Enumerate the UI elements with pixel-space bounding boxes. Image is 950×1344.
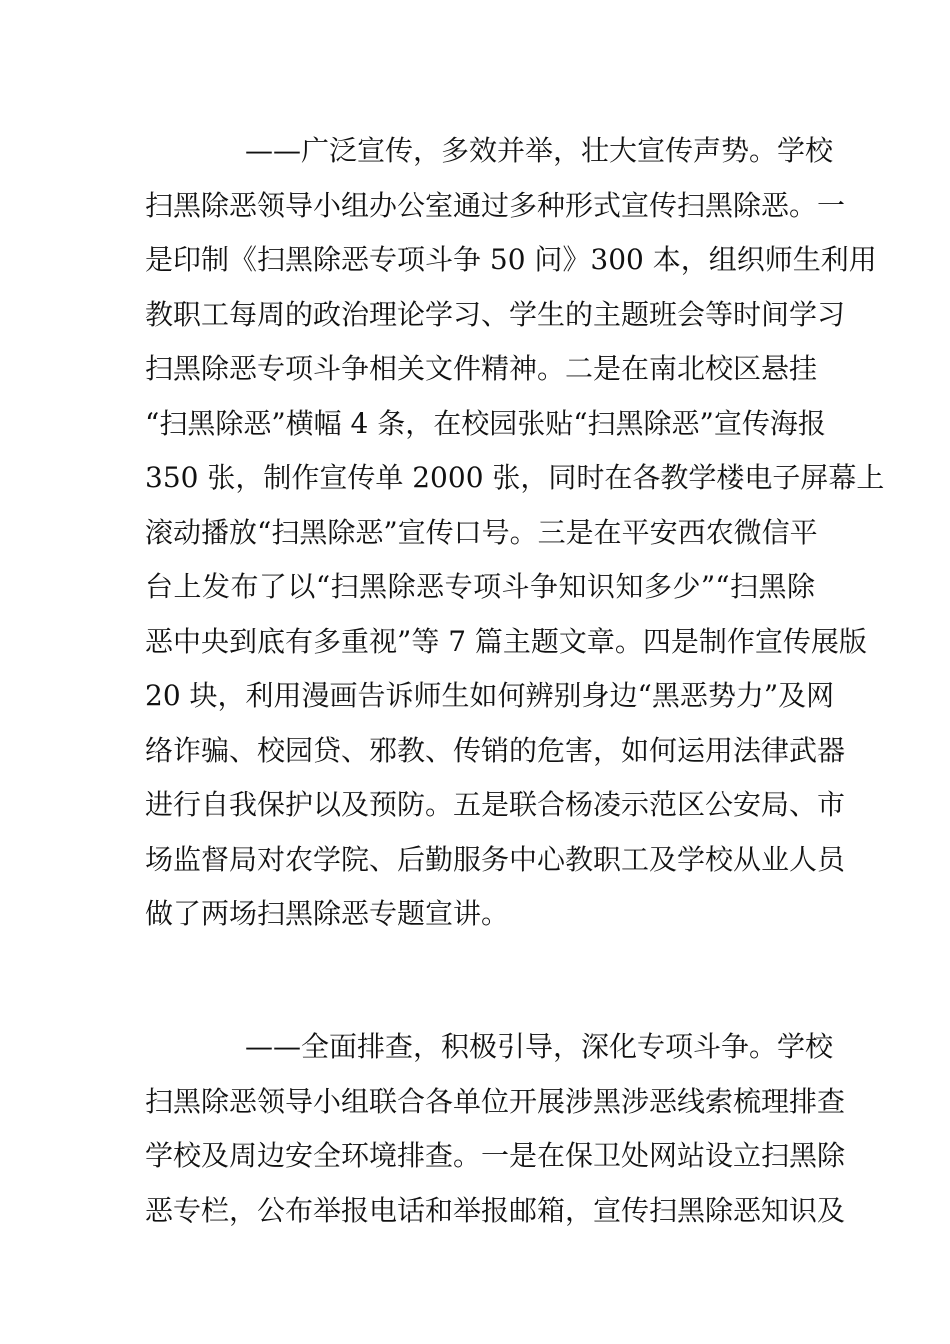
paragraph-line: 滚动播放“扫黑除恶”宣传口号。三是在平安西农微信平 — [145, 515, 818, 549]
paragraph-line: 络诈骗、校园贷、邪教、传销的危害，如何运用法律武器 — [145, 733, 846, 767]
paragraph-line: 350 张，制作宣传单 2000 张，同时在各教学楼电子屏幕上 — [145, 461, 885, 494]
paragraph-investigation — [145, 1020, 846, 1238]
paragraph-line: 恶中央到底有多重视”等 7 篇主题文章。四是制作宣传展版 — [145, 624, 867, 658]
paragraph-line: “扫黑除恶”横幅 4 条，在校园张贴“扫黑除恶”宣传海报 — [145, 406, 826, 440]
paragraph-line: 进行自我保护以及预防。五是联合杨凌示范区公安局、市 — [145, 788, 846, 821]
paragraph-line: 扫黑除恶领导小组联合各单位开展涉黑涉恶线索梳理排查 — [145, 1084, 846, 1118]
paragraph-line: 扫黑除恶专项斗争相关文件精神。二是在南北校区悬挂 — [145, 352, 818, 385]
paragraph-line: 台上发布了以“扫黑除恶专项斗争知识知多少”“扫黑除 — [145, 570, 815, 603]
paragraph-line: 恶专栏，公布举报电话和举报邮箱，宣传扫黑除恶知识及 — [145, 1193, 846, 1227]
paragraph-line: ——全面排查，积极引导，深化专项斗争。学校 — [245, 1030, 834, 1063]
paragraph-line: ——广泛宣传，多效并举，壮大宣传声势。学校 — [245, 134, 834, 167]
paragraph-line: 做了两场扫黑除恶专题宣讲。 — [145, 897, 510, 930]
paragraph-line: 学校及周边安全环境排查。一是在保卫处网站设立扫黑除 — [145, 1139, 846, 1172]
paragraph-line: 是印制《扫黑除恶专项斗争 50 问》300 本，组织师生利用 — [145, 243, 877, 276]
paragraph-line: 教职工每周的政治理论学习、学生的主题班会等时间学习 — [145, 297, 846, 331]
paragraph-line: 20 块，利用漫画告诉师生如何辨别身边“黑恶势力”及网 — [145, 679, 835, 712]
paragraph-line: 扫黑除恶领导小组办公室通过多种形式宣传扫黑除恶。一 — [145, 188, 846, 222]
paragraph-publicity — [145, 124, 885, 942]
paragraph-line: 场监督局对农学院、后勤服务中心教职工及学校从业人员 — [145, 842, 846, 876]
